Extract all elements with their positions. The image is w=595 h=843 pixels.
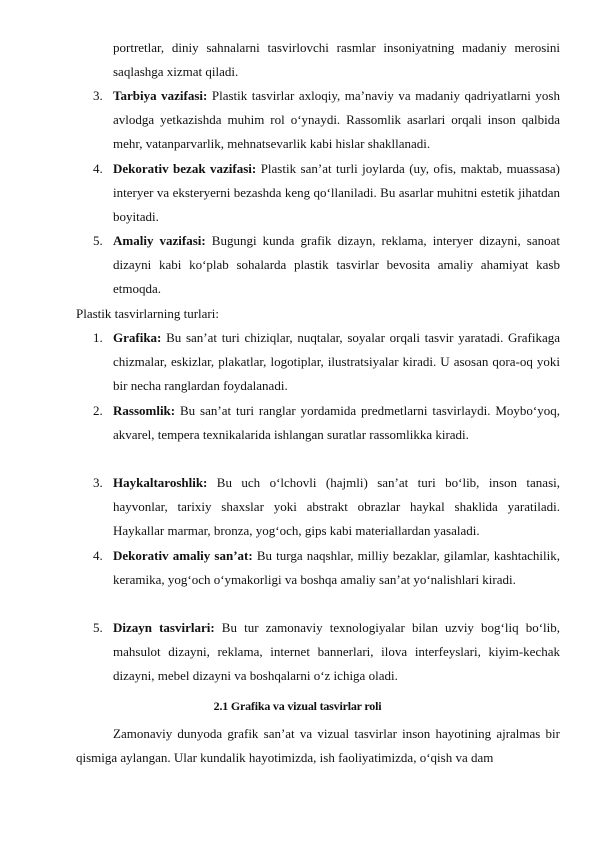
list-text: Bu san’at turi chiziqlar, nuqtalar, soyalar orqali tasvir yaratadi. Grafikaga chizmalar, eskizlar, plakatlar, logotiplar, ilustratsiyalar kiradi. U asosan qora-oq yoki bir necha ranglardan foydalanadi. bbox=[113, 330, 560, 394]
list-text: Bu tur zamonaviy texnologiyalar bilan uzviy bog‘liq bo‘lib, mahsulot dizayni, reklama, internet bannerlari, ilova interfeyslari, kiyim-kechak dizayni, mebel dizayni va boshqalarni o‘z ichiga oladi. bbox=[113, 620, 560, 684]
list-text: Bu uch o‘lchovli (hajmli) san’at turi bo‘lib, inson tanasi, hayvonlar, tarixiy shaxslar yoki abstrakt obrazlar haykal shaklida yaratiladi. Haykallar marmar, bronza, yog‘och, gips kabi materiallardan yasaladi. bbox=[113, 475, 560, 539]
list-number: 3. bbox=[93, 88, 103, 103]
list-number: 5. bbox=[93, 233, 103, 248]
list-text: Bu turga naqshlar, milliy bezaklar, gilamlar, kashtachilik, keramika, yog‘och o‘ymakorligi va boshqa amaliy san’at yo‘nalishlari kiradi. bbox=[113, 548, 560, 588]
section-paragraph: Zamonaviy dunyoda grafik san’at va vizual tasvirlar inson hayotining ajralmas bir qismiga aylangan. Ular kundalik hayotimizda, ish faoliyatimizda, o‘qish va dam bbox=[76, 726, 560, 766]
list-number: 2. bbox=[93, 403, 103, 418]
list-number: 5. bbox=[93, 620, 103, 635]
intro-continuation: portretlar, diniy sahnalarni tasvirlovchi rasmlar insoniyatning madaniy merosini saqlashga xizmat qiladi. bbox=[113, 40, 560, 80]
list-term: Rassomlik: bbox=[113, 403, 176, 418]
list-term: Dizayn tasvirlari: bbox=[113, 620, 215, 635]
list-number: 3. bbox=[93, 475, 103, 490]
list-text: Plastik san’at turli joylarda (uy, ofis, maktab, muassasa) interyer va eksteryerni bezashda keng qo‘llaniladi. Bu asarlar muhitni estetik jihatdan boyitadi. bbox=[113, 161, 561, 225]
list-item-amaliy bbox=[93, 229, 560, 302]
list-item-dizayn bbox=[93, 616, 560, 689]
list-number: 4. bbox=[93, 548, 103, 563]
list-item-dekorativ-amaliy bbox=[93, 544, 560, 592]
list-item-rassomlik bbox=[93, 399, 560, 447]
list-term: Haykaltaroshlik: bbox=[113, 475, 208, 490]
list-term: Dekorativ amaliy san’at: bbox=[113, 548, 253, 563]
section-heading: 2.1 Grafika va vizual tasvirlar roli bbox=[213, 699, 382, 713]
list-item-grafika bbox=[93, 326, 560, 399]
list-item-tarbiya bbox=[93, 84, 560, 157]
list-item-haykaltaroshlik bbox=[93, 471, 560, 544]
list-term: Amaliy vazifasi: bbox=[113, 233, 206, 248]
list-number: 4. bbox=[93, 161, 103, 176]
list-term: Grafika: bbox=[113, 330, 162, 345]
list-term: Dekorativ bezak vazifasi: bbox=[113, 161, 257, 176]
list-number: 1. bbox=[93, 330, 103, 345]
list-text: Bu san’at turi ranglar yordamida predmetlarni tasvirlaydi. Moybo‘yoq, akvarel, tempera texnikalarida ishlangan suratlar rassomlikka kiradi. bbox=[113, 403, 560, 443]
list-item-dekorativ-bezak bbox=[93, 157, 561, 230]
list-text: Plastik tasvirlar axloqiy, ma’naviy va madaniy qadriyatlarni yosh avlodga yetkazishda muhim rol o‘ynaydi. Rassomlik asarlari orqali inson qalbida mehr, vatanparvarlik, mehnatsevarlik kabi hislar shakllanadi. bbox=[113, 88, 560, 152]
list-term: Tarbiya vazifasi: bbox=[113, 88, 208, 103]
types-title: Plastik tasvirlarning turlari: bbox=[76, 306, 219, 321]
list-text: Bugungi kunda grafik dizayn, reklama, interyer dizayni, sanoat dizayni kabi ko‘plab sohalarda plastik tasvirlar bevosita amaliy ahamiyat kasb etmoqda. bbox=[113, 233, 560, 297]
